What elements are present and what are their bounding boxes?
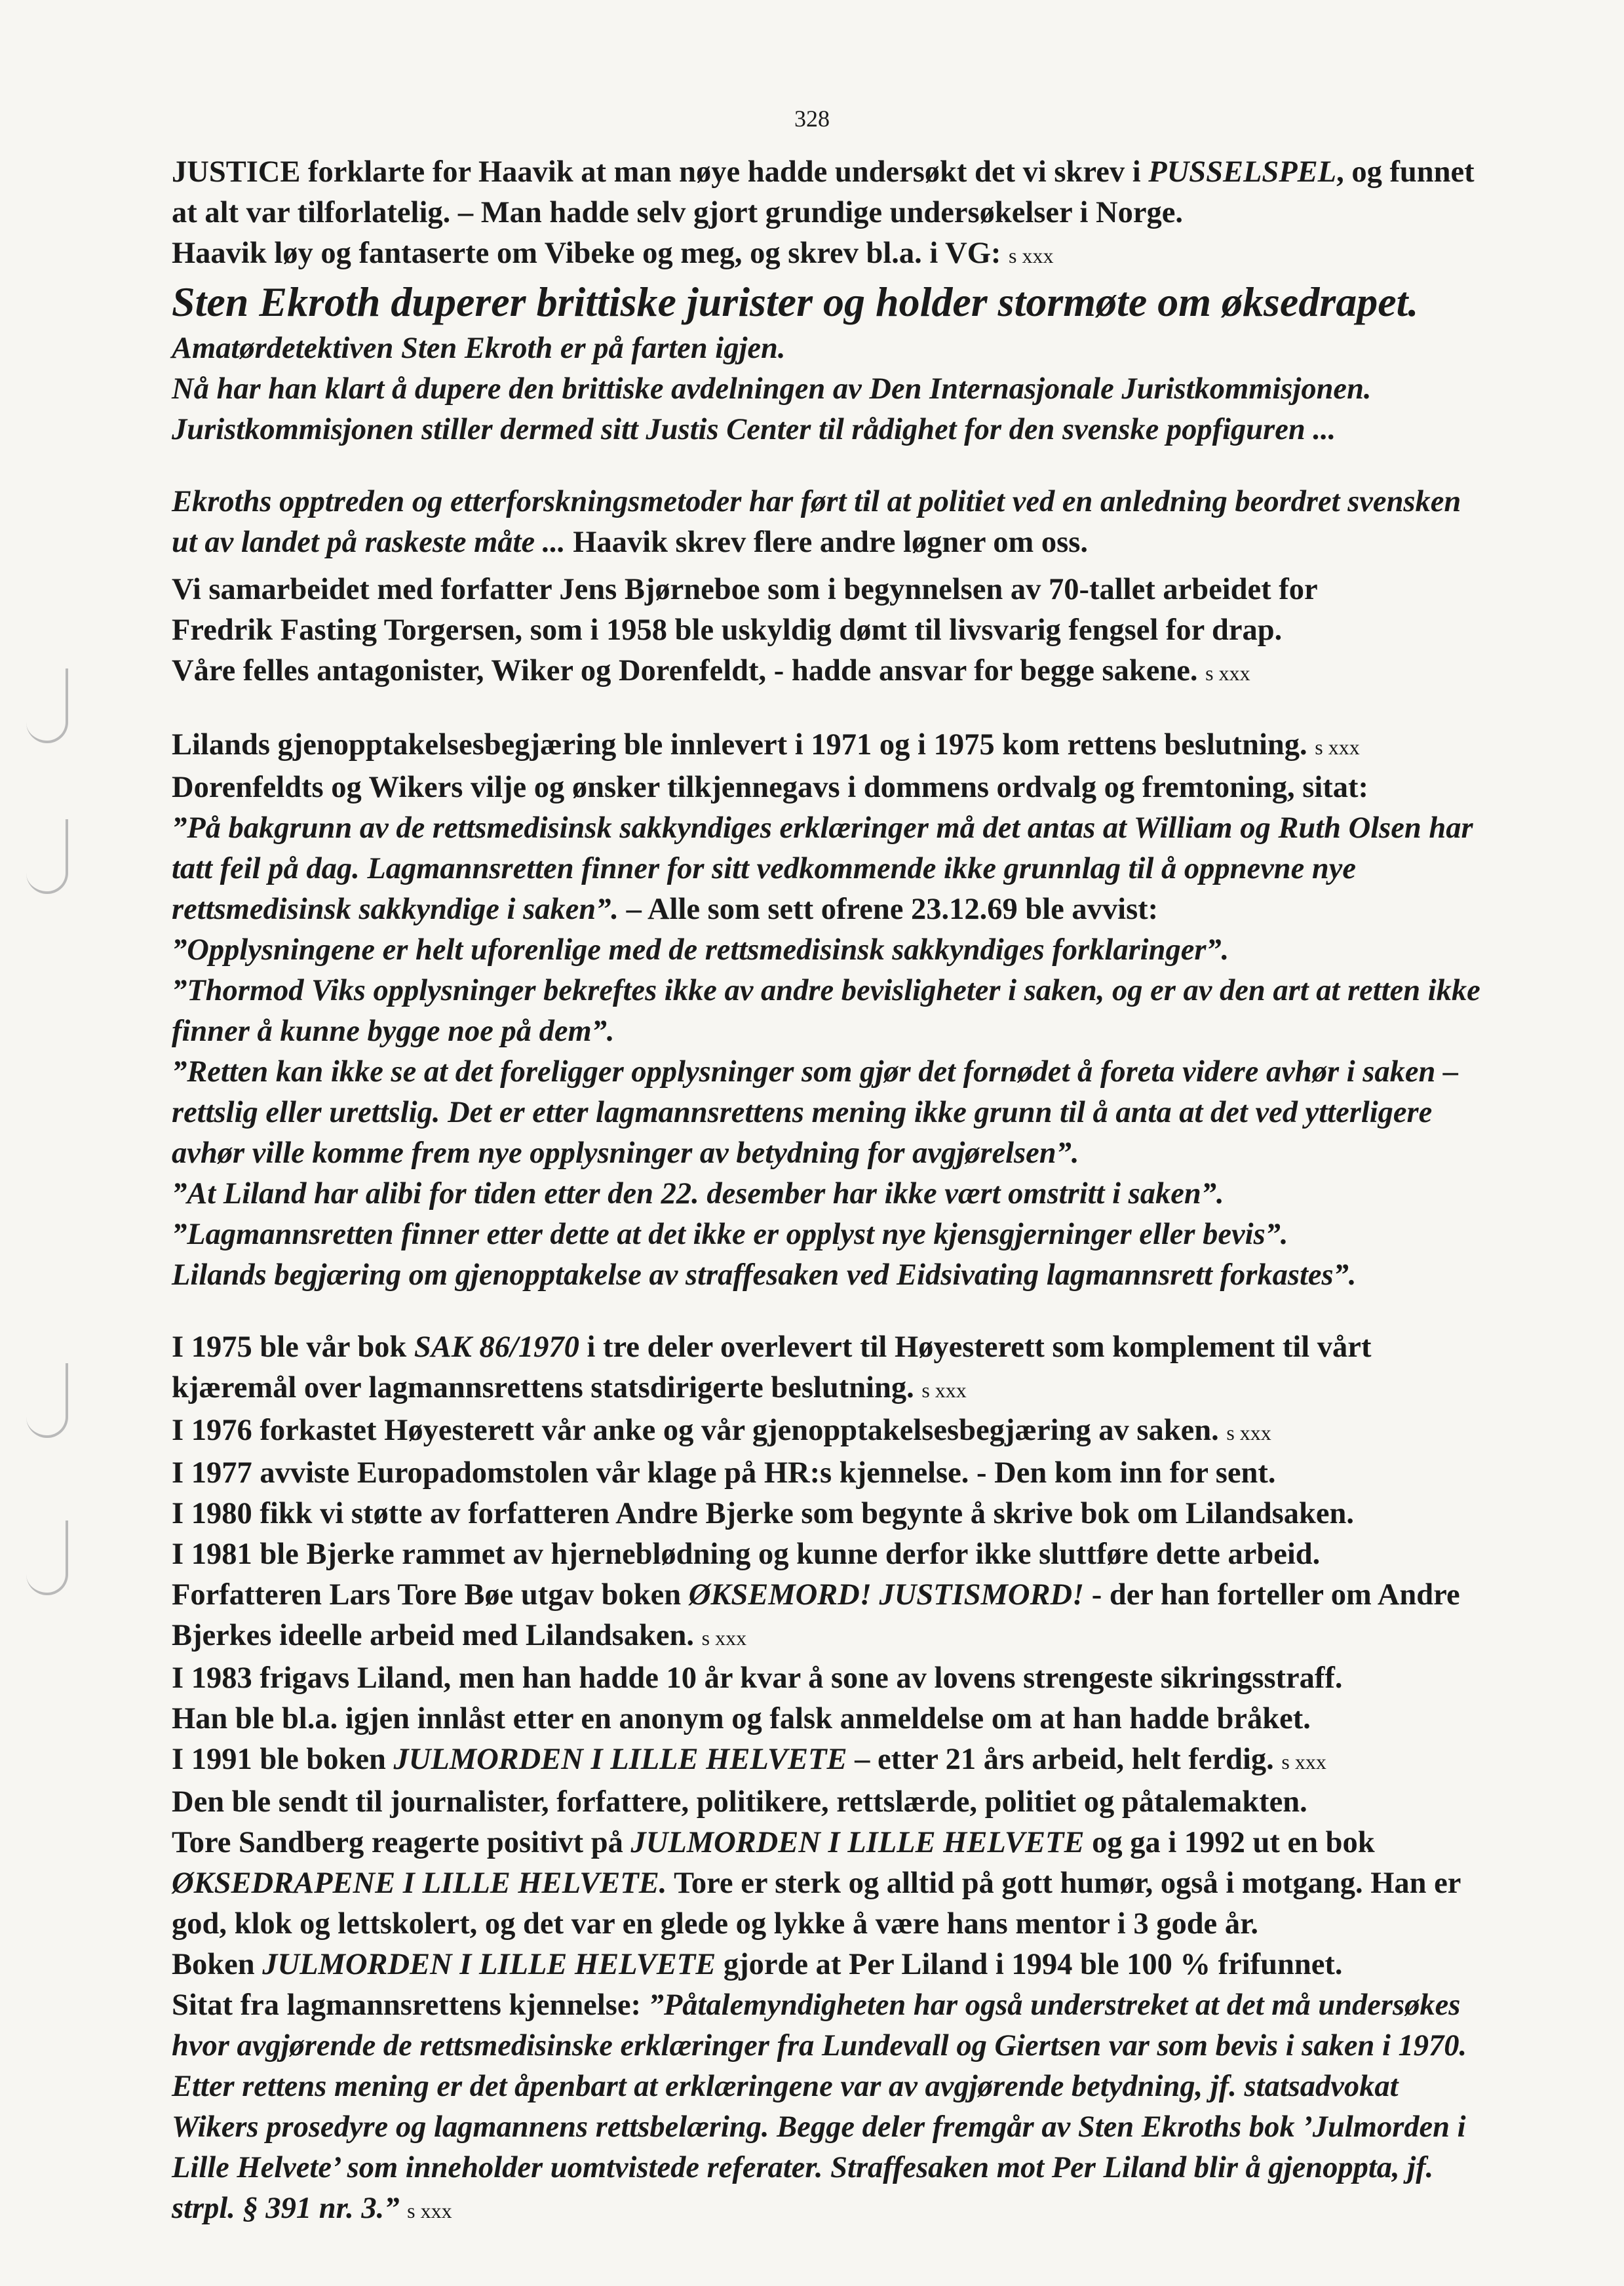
court-quote: ”Retten kan ikke se at det foreligger opplysninger som gjør det fornødet å foreta videre avhør i saken – rettslig eller urettslig. Det er etter lagmannsrettens mening ikke grunn til å anta at det ved ytterligere avhør ville komme frem nye opplysninger av betydning for avgjørelsen”. — [172, 1055, 1459, 1170]
book-title: PUSSELSPEL — [1148, 155, 1337, 189]
court-quote: ”At Liland har alibi for tiden etter den 22. desember har ikke vært omstritt i saken”. — [172, 1177, 1224, 1211]
binder-hole-mark — [26, 668, 68, 743]
book-title: ØKSEDRAPENE I LILLE HELVETE. — [172, 1867, 667, 1900]
court-quote: ”På bakgrunn av de rettsmedisinsk sakkyndiges erklæringer må det antas at William og Ruth Olsen har tatt feil på dag. Lagmannsretten finner for sitt vedkommende ikke grunnlag til å oppnevne nye rettsmedisinsk sakkyndige i saken”. — [172, 811, 1473, 926]
paragraph-1994: Boken JULMORDEN I LILLE HELVETE gjorde at Per Liland i 1994 ble 100 % frifunnet. Sitat fra lagmannsrettens kjennelse: ”Påtalemyndigheten har også understreket at det må undersøkes hvor avgjørende de rettsmedisinske erklæringer fra Lundevall og Giertsen var som bevis i saken i 1970. Etter rettens mening er det åpenbart at erklæringene var av avgjørende betydning, jf. statsadvokat Wikers prosedyre og lagmannens rettsbelæring. Begge deler fremgår av Sten Ekroths bok ’Julmorden i Lille Helvete’ som inneholder uomtvistede referater. Straffesaken mot Per Liland blir å gjenoppta, jf. strpl. § 391 nr. 3.” s xxx — [172, 1948, 1467, 2225]
source-marker: s xxx — [1008, 244, 1054, 267]
court-quote: ”Påtalemyndigheten har også understreket at det må undersøkes hvor avgjørende de rettsmedisinske erklæringer fra Lundevall og Giertsen var som bevis i saken i 1970. Etter rettens mening er det åpenbart at erklæringene var av avgjørende betydning, jf. statsadvokat Wikers prosedyre og lagmannens rettsbelæring. Begge deler fremgår av Sten Ekroths bok ’Julmorden i Lille Helvete’ som inneholder uomtvistede referater. Straffesaken mot Per Liland blir å gjenoppta, jf. strpl. § 391 nr. 3.” — [172, 1988, 1467, 2225]
book-title: JULMORDEN I LILLE HELVETE — [393, 1743, 847, 1776]
source-marker: s xxx — [1315, 735, 1360, 759]
vg-quote-line: Juristkommisjonen stiller dermed sitt Justis Center til rådighet for den svenske popfiguren ... — [172, 413, 1336, 446]
binder-hole-mark — [26, 1521, 68, 1595]
book-title: SAK 86/1970 — [414, 1330, 579, 1364]
page-number: 328 — [794, 106, 830, 132]
paragraph-bjorneboe: Vi samarbeidet med forfatter Jens Bjørneboe som i begynnelsen av 70-tallet arbeidet for Fredrik Fasting Torgersen, som i 1958 ble uskyldig dømt til livsvarig fengsel for drap. Våre felles antagonister, Wiker og Dorenfeldt, - hadde ansvar for begge sakene. s xxx — [172, 573, 1318, 688]
source-marker: s xxx — [1205, 661, 1250, 685]
paragraph-1980: I 1980 fikk vi støtte av forfatteren Andre Bjerke som begynte å skrive bok om Lilandsaken. I 1981 ble Bjerke rammet av hjerneblødning og kunne derfor ikke sluttføre dette arbeid. — [172, 1497, 1355, 1571]
paragraph-justice: JUSTICE forklarte for Haavik at man nøye hadde undersøkt det vi skrev i PUSSELSPEL, og funnet at alt var tilforlatelig. – Man hadde selv gjort grundige undersøkelser i Norge. — [172, 155, 1475, 229]
binder-hole-mark — [26, 1363, 68, 1438]
vg-headline: Sten Ekroth duperer brittiske jurister og holder stormøte om øksedrapet. — [172, 279, 1419, 325]
binder-hole-mark — [26, 819, 68, 894]
book-title: ØKSEMORD! JUSTISMORD! — [688, 1578, 1085, 1612]
document-body — [172, 152, 1489, 2231]
paragraph-boe: Forfatteren Lars Tore Bøe utgav boken ØKSEMORD! JUSTISMORD! - der han forteller om Andre Bjerkes ideelle arbeid med Lilandsaken. s xxx — [172, 1578, 1460, 1652]
court-quote: ”Thormod Viks opplysninger bekreftes ikke av andre bevisligheter i saken, og er av den art at retten ikke finner å kunne bygge noe på dem”. — [172, 974, 1480, 1048]
source-marker: s xxx — [1226, 1421, 1271, 1444]
court-quote: ”Opplysningene er helt uforenlige med de rettsmedisinsk sakkyndiges forklaringer”. — [172, 933, 1229, 967]
vg-quote-line: Amatørdetektiven Sten Ekroth er på farten igjen. — [172, 332, 786, 365]
paragraph-1983: I 1983 frigavs Liland, men han hadde 10 år kvar å sone av lovens strengeste sikringsstraff. Han ble bl.a. igjen innlåst etter en anonym og falsk anmeldelse om at han hadde bråket. — [172, 1661, 1343, 1735]
paragraph-1976: I 1976 forkastet Høyesterett vår anke og vår gjenopptakelsesbegjæring av saken. s xxx — [172, 1414, 1271, 1447]
paragraph-1975: I 1975 ble vår bok SAK 86/1970 i tre deler overlevert til Høyesterett som komplement til vårt kjæremål over lagmannsrettens statsdirigerte beslutning. s xxx — [172, 1330, 1372, 1405]
court-quote: Lilands begjæring om gjenopptakelse av straffesaken ved Eidsivating lagmannsrett forkastes”. — [172, 1258, 1357, 1292]
paragraph-sandberg: Tore Sandberg reagerte positivt på JULMORDEN I LILLE HELVETE og ga i 1992 ut en bok ØKSEDRAPENE I LILLE HELVETE. Tore er sterk og alltid på gott humør, også i motgang. Han er god, klok og lettskolert, og det var en glede og lykke å være hans mentor i 3 gode år. — [172, 1826, 1461, 1941]
book-title: JULMORDEN I LILLE HELVETE — [630, 1826, 1085, 1859]
source-marker: s xxx — [1281, 1750, 1326, 1773]
paragraph-1977: I 1977 avviste Europadomstolen vår klage på HR:s kjennelse. - Den kom inn for sent. — [172, 1456, 1276, 1490]
book-title: JULMORDEN I LILLE HELVETE — [262, 1948, 716, 1981]
paragraph-ekroths: Ekroths opptreden og etterforskningsmetoder har ført til at politiet ved en anledning beordret svensken ut av landet på raskeste måte ... Haavik skrev flere andre løgner om oss. — [172, 485, 1461, 559]
court-quote: ”Lagmannsretten finner etter dette at det ikke er opplyst nye kjensgjerninger eller bevis”. — [172, 1218, 1288, 1251]
paragraph-haavik: Haavik løy og fantaserte om Vibeke og meg, og skrev bl.a. i VG: s xxx — [172, 237, 1054, 270]
paragraph-liland-petition: Lilands gjenopptakelsesbegjæring ble innlevert i 1971 og i 1975 kom rettens beslutning. s xxx Dorenfeldts og Wikers vilje og ønsker tilkjennegavs i dommens ordvalg og fremtoning, sitat: ”På bakgrunn av de rettsmedisinsk sakkyndiges erklæringer må det antas at William og Ruth Olsen har tatt feil på dag. Lagmannsretten finner for sitt vedkommende ikke grunnlag til å oppnevne nye rettsmedisinsk sakkyndige i saken”. – Alle som sett ofrene 23.12.69 ble avvist: — [172, 728, 1473, 926]
vg-quote-line: Nå har han klart å dupere den brittiske avdelningen av Den Internasjonale Juristkommisjonen. — [172, 372, 1372, 406]
source-marker: s xxx — [701, 1626, 747, 1650]
paragraph-1991: I 1991 ble boken JULMORDEN I LILLE HELVETE – etter 21 års arbeid, helt ferdig. s xxx Den ble sendt til journalister, forfattere, politikere, rettslærde, politiet og påtalemakten. — [172, 1743, 1326, 1819]
source-marker: s xxx — [407, 2199, 452, 2222]
source-marker: s xxx — [921, 1378, 967, 1402]
